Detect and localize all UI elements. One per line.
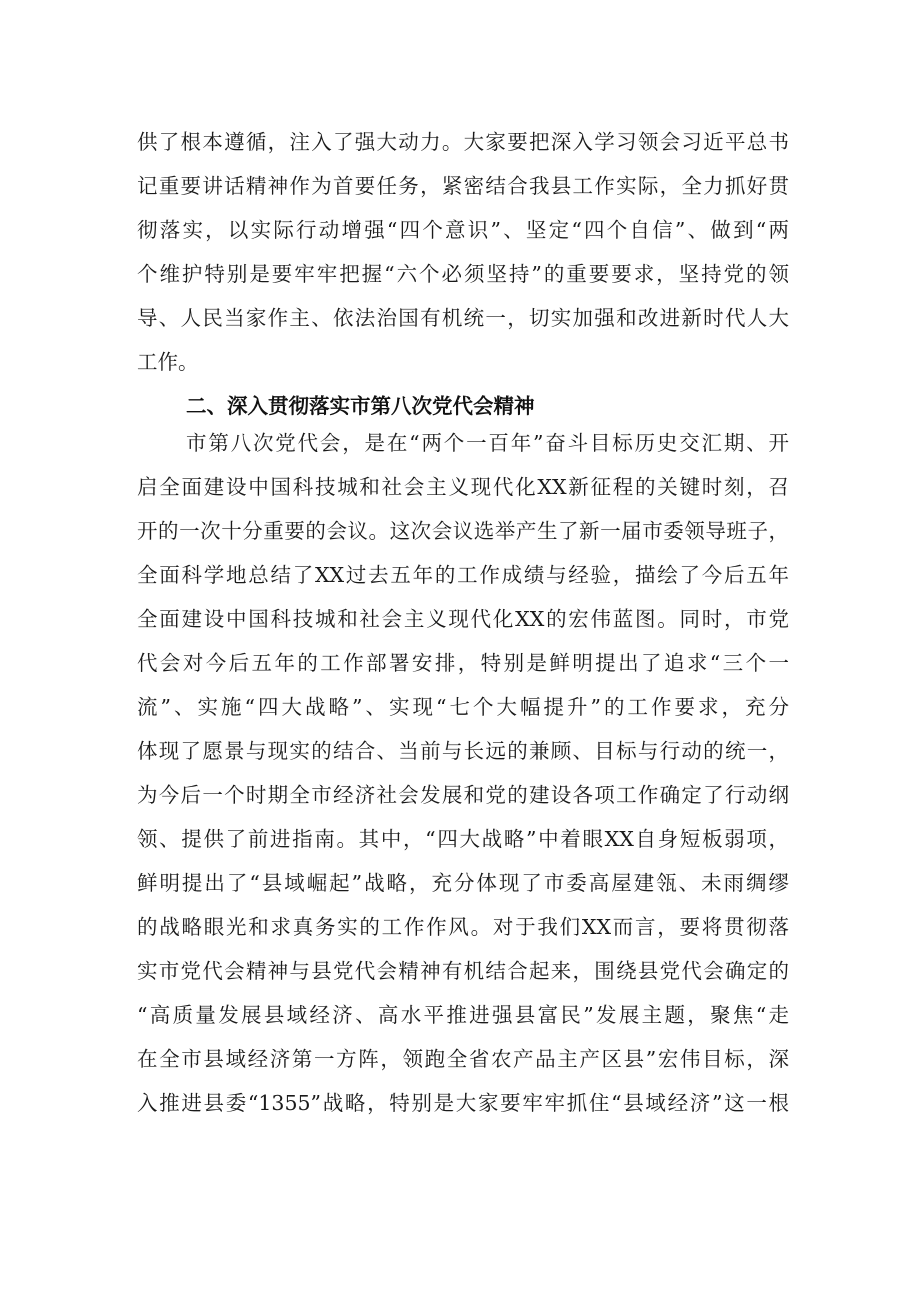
paragraph-line: 记重要讲话精神作为首要任务，紧密结合我县工作实际，全力抓好贯 xyxy=(137,174,789,198)
paragraph-line: 工作。 xyxy=(137,350,199,374)
paragraph-line: 实市党代会精神与县党代会精神有机结合起来，围绕县党代会确定的 xyxy=(137,959,789,983)
paragraph-line: 为今后一个时期全市经济社会发展和党的建设各项工作确定了行动纲 xyxy=(137,783,789,807)
paragraph-line: 全面建设中国科技城和社会主义现代化XX的宏伟蓝图。同时，市党 xyxy=(137,607,789,631)
paragraph-line: “高质量发展县域经济、高水平推进强县富民”发展主题，聚焦“走 xyxy=(137,1003,789,1027)
paragraph-line: 导、人民当家作主、依法治国有机统一，切实加强和改进新时代人大 xyxy=(137,306,789,330)
section-heading: 二、深入贯彻落实市第八次党代会精神 xyxy=(186,394,535,418)
paragraph-line: 领、提供了前进指南。其中，“四大战略”中着眼XX自身短板弱项， xyxy=(137,827,789,851)
paragraph-line: 的战略眼光和求真务实的工作作风。对于我们XX而言，要将贯彻落 xyxy=(137,915,789,939)
paragraph-line: 体现了愿景与现实的结合、当前与长远的兼顾、目标与行动的统一， xyxy=(137,739,789,763)
paragraph-line: 在全市县域经济第一方阵，领跑全省农产品主产区县”宏伟目标，深 xyxy=(137,1047,789,1071)
paragraph-line: 开的一次十分重要的会议。这次会议选举产生了新一届市委领导班子， xyxy=(137,519,789,543)
paragraph-line: 流”、实施“四大战略”、实现“七个大幅提升”的工作要求，充分 xyxy=(137,695,789,719)
paragraph-line: 鲜明提出了“县域崛起”战略，充分体现了市委高屋建瓴、未雨绸缪 xyxy=(137,871,789,895)
paragraph-line: 个维护特别是要牢牢把握“六个必须坚持”的重要要求，坚持党的领 xyxy=(137,262,789,286)
paragraph-line: 入推进县委“1355”战略，特别是大家要牢牢抓住“县域经济”这一根 xyxy=(137,1091,789,1115)
paragraph-line: 启全面建设中国科技城和社会主义现代化XX新征程的关键时刻，召 xyxy=(137,475,789,499)
paragraph-line: 彻落实，以实际行动增强“四个意识”、坚定“四个自信”、做到“两 xyxy=(137,218,789,242)
paragraph-line: 全面科学地总结了XX过去五年的工作成绩与经验，描绘了今后五年 xyxy=(137,563,789,587)
paragraph-line: 供了根本遵循，注入了强大动力。大家要把深入学习领会习近平总书 xyxy=(137,130,789,154)
paragraph-line: 代会对今后五年的工作部署安排，特别是鲜明提出了追求“三个一 xyxy=(137,651,789,675)
paragraph-line: 市第八次党代会，是在“两个一百年”奋斗目标历史交汇期、开 xyxy=(186,431,789,455)
